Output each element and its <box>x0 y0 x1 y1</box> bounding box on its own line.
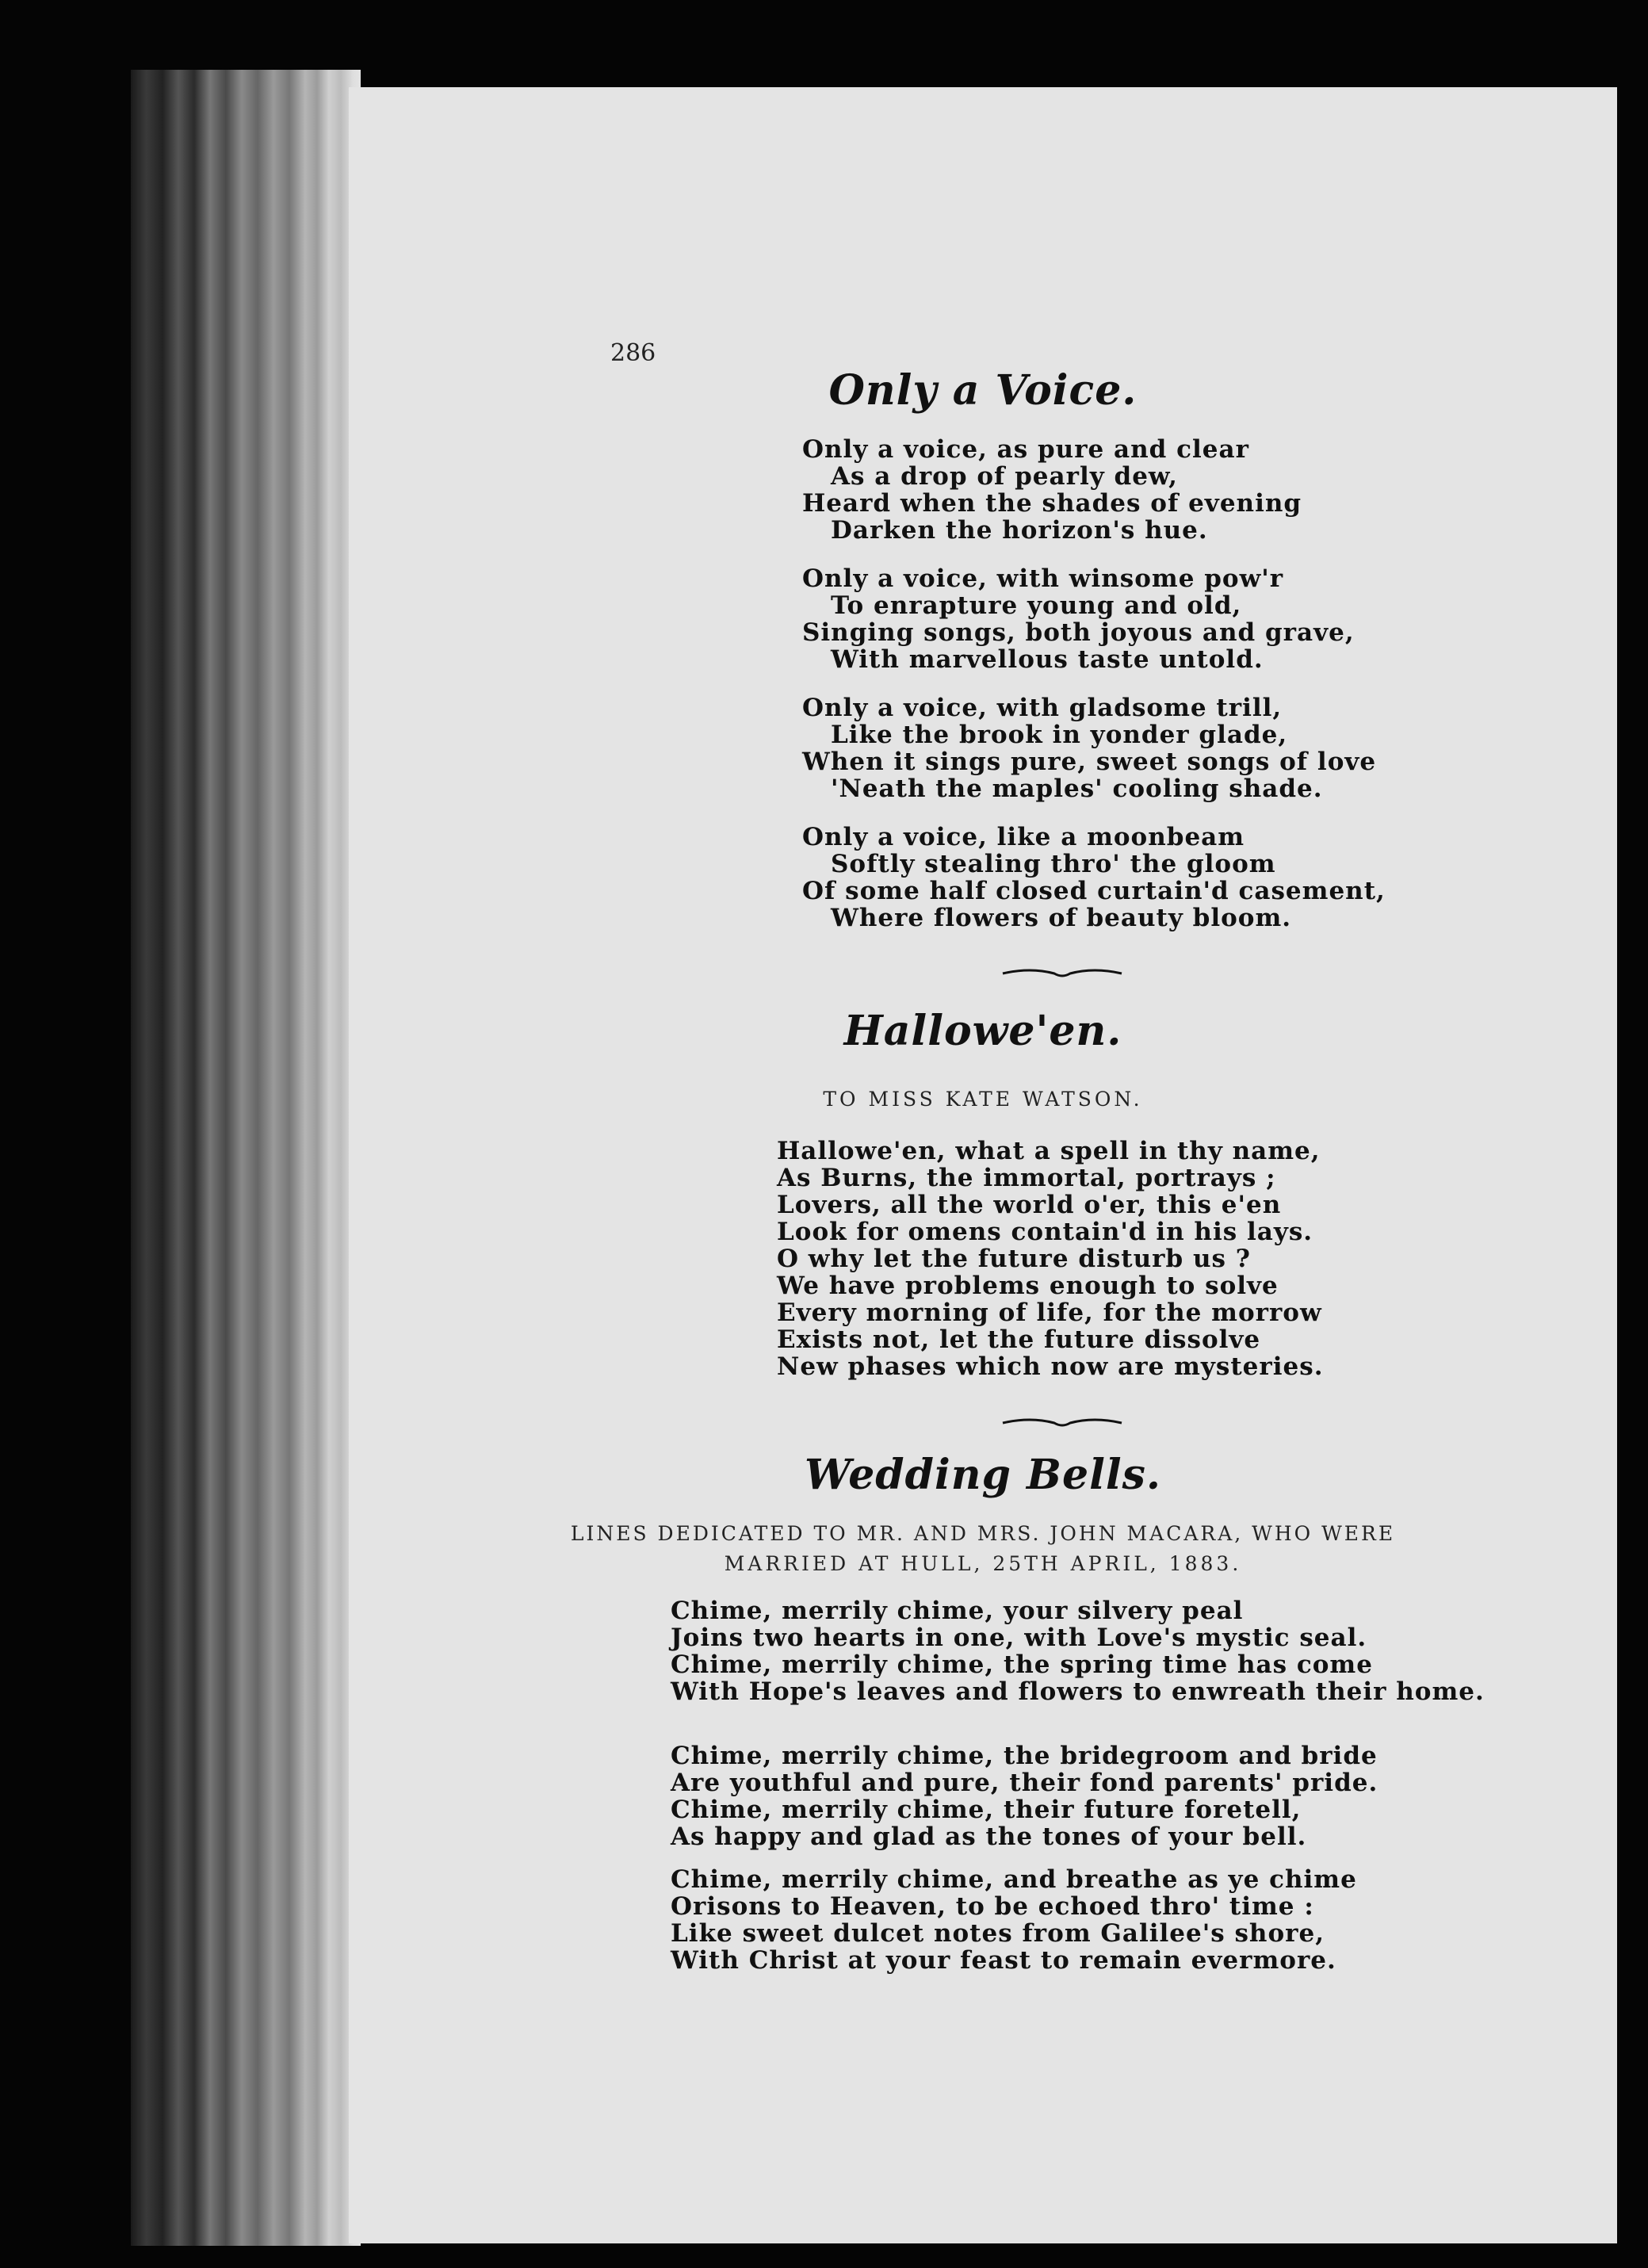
dedication-line: MARRIED AT HULL, 25TH APRIL, 1883. <box>724 1552 1242 1575</box>
verse-line: Singing songs, both joyous and grave, <box>802 618 1355 647</box>
verse-line: As a drop of pearly dew, <box>831 462 1178 491</box>
verse-line: Only a voice, like a moonbeam <box>802 823 1245 851</box>
verse-line: Every morning of life, for the morrow <box>777 1298 1322 1327</box>
verse-line: 'Neath the maples' cooling shade. <box>831 774 1323 803</box>
verse-line: Are youthful and pure, their fond parents' pride. <box>671 1769 1378 1797</box>
verse-line: Softly stealing thro' the gloom <box>831 850 1276 878</box>
verse-line: Look for omens contain'd in his lays. <box>777 1218 1313 1246</box>
verse-line: Chime, merrily chime, the bridegroom and bride <box>671 1742 1378 1770</box>
verse-line: Only a voice, as pure and clear <box>802 435 1249 464</box>
stanza <box>671 1866 1357 1974</box>
verse-line: With marvellous taste untold. <box>831 645 1264 674</box>
verse-line: Like the brook in yonder glade, <box>831 721 1288 749</box>
verse-line: O why let the future disturb us ? <box>777 1245 1251 1273</box>
verse-line: As happy and glad as the tones of your bell. <box>671 1822 1307 1851</box>
poem-title-only-a-voice: Only a Voice. <box>828 366 1138 415</box>
dedication-line: LINES DEDICATED TO MR. AND MRS. JOHN MACARA, WHO WERE <box>570 1522 1396 1545</box>
verse-line: Joins two hearts in one, with Love's mystic seal. <box>671 1624 1367 1652</box>
verse-line: Where flowers of beauty bloom. <box>831 904 1292 932</box>
book-page-edges <box>131 70 361 2246</box>
verse-line: Orisons to Heaven, to be echoed thro' time : <box>671 1892 1314 1921</box>
verse-line: Only a voice, with winsome pow'r <box>802 564 1284 593</box>
verse-line: When it sings pure, sweet songs of love <box>802 748 1377 776</box>
stanza <box>802 694 1376 802</box>
dedication: TO MISS KATE WATSON. <box>823 1088 1143 1111</box>
verse-line: Of some half closed curtain'd casement, <box>802 877 1386 905</box>
book-page <box>349 87 1617 2243</box>
poem-title-halloween: Hallowe'en. <box>843 1007 1122 1055</box>
verse-line: Darken the horizon's hue. <box>831 516 1208 545</box>
stanza <box>777 1138 1323 1380</box>
verse-line: As Burns, the immortal, portrays ; <box>777 1164 1276 1192</box>
verse-line: Heard when the shades of evening <box>802 489 1302 518</box>
verse-line: Chime, merrily chime, and breathe as ye chime <box>671 1865 1357 1894</box>
verse-line: With Hope's leaves and flowers to enwreath their home. <box>671 1677 1485 1706</box>
stanza <box>802 824 1386 931</box>
verse-line: Exists not, let the future dissolve <box>777 1325 1261 1354</box>
page-number: 286 <box>610 339 656 367</box>
verse-line: Chime, merrily chime, the spring time has come <box>671 1650 1373 1679</box>
verse-line: To enrapture young and old, <box>831 591 1242 620</box>
verse-line: New phases which now are mysteries. <box>777 1352 1324 1381</box>
poem-title-wedding-bells: Wedding Bells. <box>805 1451 1161 1499</box>
ornament-divider <box>999 966 1126 981</box>
verse-line: Like sweet dulcet notes from Galilee's shore, <box>671 1919 1325 1948</box>
stanza <box>671 1742 1378 1850</box>
verse-line: We have problems enough to solve <box>777 1272 1279 1300</box>
verse-line: Chime, merrily chime, their future foretell, <box>671 1796 1302 1824</box>
verse-line: Hallowe'en, what a spell in thy name, <box>777 1137 1321 1165</box>
ornament-divider <box>999 1415 1126 1431</box>
verse-line: Chime, merrily chime, your silvery peal <box>671 1597 1244 1625</box>
stanza <box>802 436 1302 544</box>
stanza <box>802 565 1355 673</box>
verse-line: With Christ at your feast to remain evermore. <box>671 1946 1336 1975</box>
verse-line: Only a voice, with gladsome trill, <box>802 694 1283 722</box>
stanza <box>671 1597 1485 1705</box>
verse-line: Lovers, all the world o'er, this e'en <box>777 1191 1282 1219</box>
